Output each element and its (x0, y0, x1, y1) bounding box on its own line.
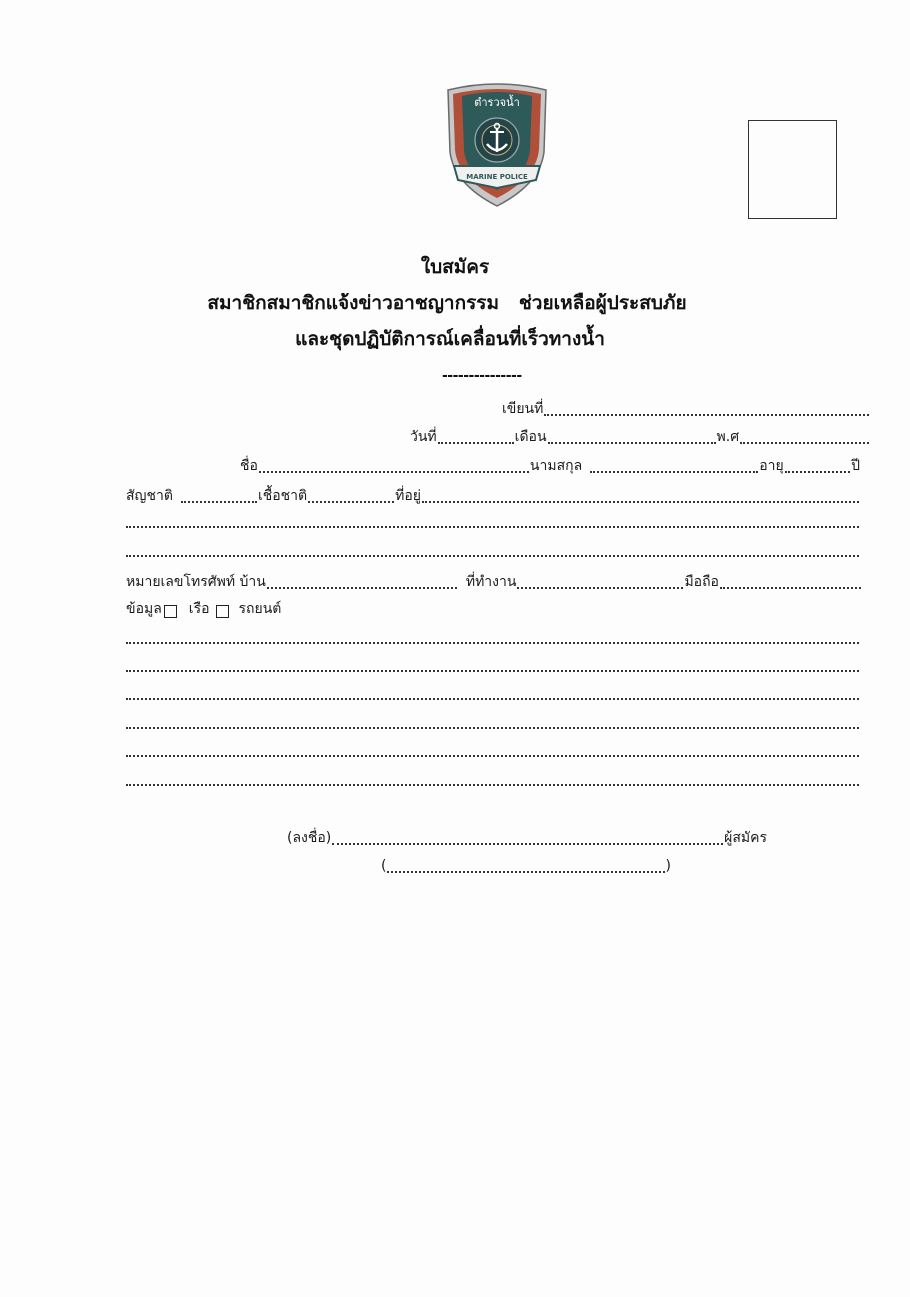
info-row (126, 600, 281, 618)
phone-home-label: หมายเลขโทรศัพท์ บ้าน (126, 574, 266, 590)
emblem-banner-text: MARINE POLICE (466, 173, 528, 181)
info-line-2[interactable] (126, 670, 859, 672)
sign-prefix: (ลงชื่อ) (287, 830, 332, 846)
written-at-label: เขียนที่ (502, 401, 544, 417)
signature-row (287, 829, 767, 847)
boat-checkbox[interactable] (216, 605, 229, 618)
date-row (410, 428, 870, 446)
signature-field[interactable] (332, 839, 723, 845)
month-field[interactable] (548, 438, 716, 444)
year-label: พ.ศ (716, 429, 740, 445)
marine-police-emblem (440, 80, 554, 208)
age-label: อายุ (759, 458, 784, 474)
name-row (240, 457, 860, 475)
boat-label: เรือ (188, 601, 210, 617)
race-field[interactable] (308, 497, 394, 503)
written-at-row (502, 400, 870, 418)
nationality-field[interactable] (181, 497, 257, 503)
age-field[interactable] (785, 467, 850, 473)
title-separator: --------------- (442, 368, 522, 384)
address-line-3[interactable] (126, 555, 859, 557)
address-label: ที่อยู่ (395, 488, 421, 504)
phone-work-label: ที่ทำงาน (465, 574, 517, 590)
mobile-field[interactable] (720, 583, 861, 589)
phone-home-field[interactable] (267, 583, 457, 589)
phone-work-field[interactable] (517, 583, 683, 589)
close-paren: ) (665, 858, 671, 874)
nationality-label: สัญชาติ (126, 488, 173, 504)
name-field[interactable] (259, 467, 529, 473)
surname-label: นามสกุล (529, 458, 583, 474)
form-subtitle-line2: และชุดปฏิบัติการณ์เคลื่อนที่เร็วทางน้ำ (295, 328, 605, 350)
written-at-field[interactable] (544, 410, 869, 416)
info-line-3[interactable] (126, 698, 859, 700)
applicant-label: ผู้สมัคร (724, 830, 767, 846)
printed-name-row (381, 857, 671, 875)
surname-field[interactable] (590, 467, 758, 473)
info-line-5[interactable] (126, 755, 859, 757)
info-line-6[interactable] (126, 784, 859, 786)
photo-box (748, 120, 837, 219)
age-unit: ปี (851, 458, 860, 474)
printed-name-field[interactable] (387, 867, 664, 873)
info-line-4[interactable] (126, 727, 859, 729)
address-field[interactable] (422, 497, 859, 503)
emblem-top-text: ตำรวจน้ำ (474, 96, 520, 109)
month-label: เดือน (514, 429, 547, 445)
form-subtitle-line1: สมาชิกสมาชิกแจ้งข่าวอาชญากรรม ช่วยเหลือผู้ประสบภัย (207, 292, 687, 314)
info-label: ข้อมูล (126, 601, 162, 617)
form-title: ใบสมัคร (420, 256, 490, 278)
race-label: เชื้อชาติ (257, 488, 308, 504)
day-field[interactable] (438, 438, 514, 444)
address-line-2[interactable] (126, 526, 859, 528)
year-field[interactable] (740, 438, 869, 444)
nationality-row (126, 487, 860, 505)
day-label: วันที่ (410, 429, 437, 445)
open-paren: ( (381, 858, 387, 874)
info-checkbox[interactable] (164, 605, 177, 618)
name-label: ชื่อ (240, 458, 258, 474)
mobile-label: มือถือ (684, 574, 719, 590)
info-line-1[interactable] (126, 642, 859, 644)
phone-row (126, 573, 862, 591)
car-label: รถยนต์ (238, 601, 282, 617)
